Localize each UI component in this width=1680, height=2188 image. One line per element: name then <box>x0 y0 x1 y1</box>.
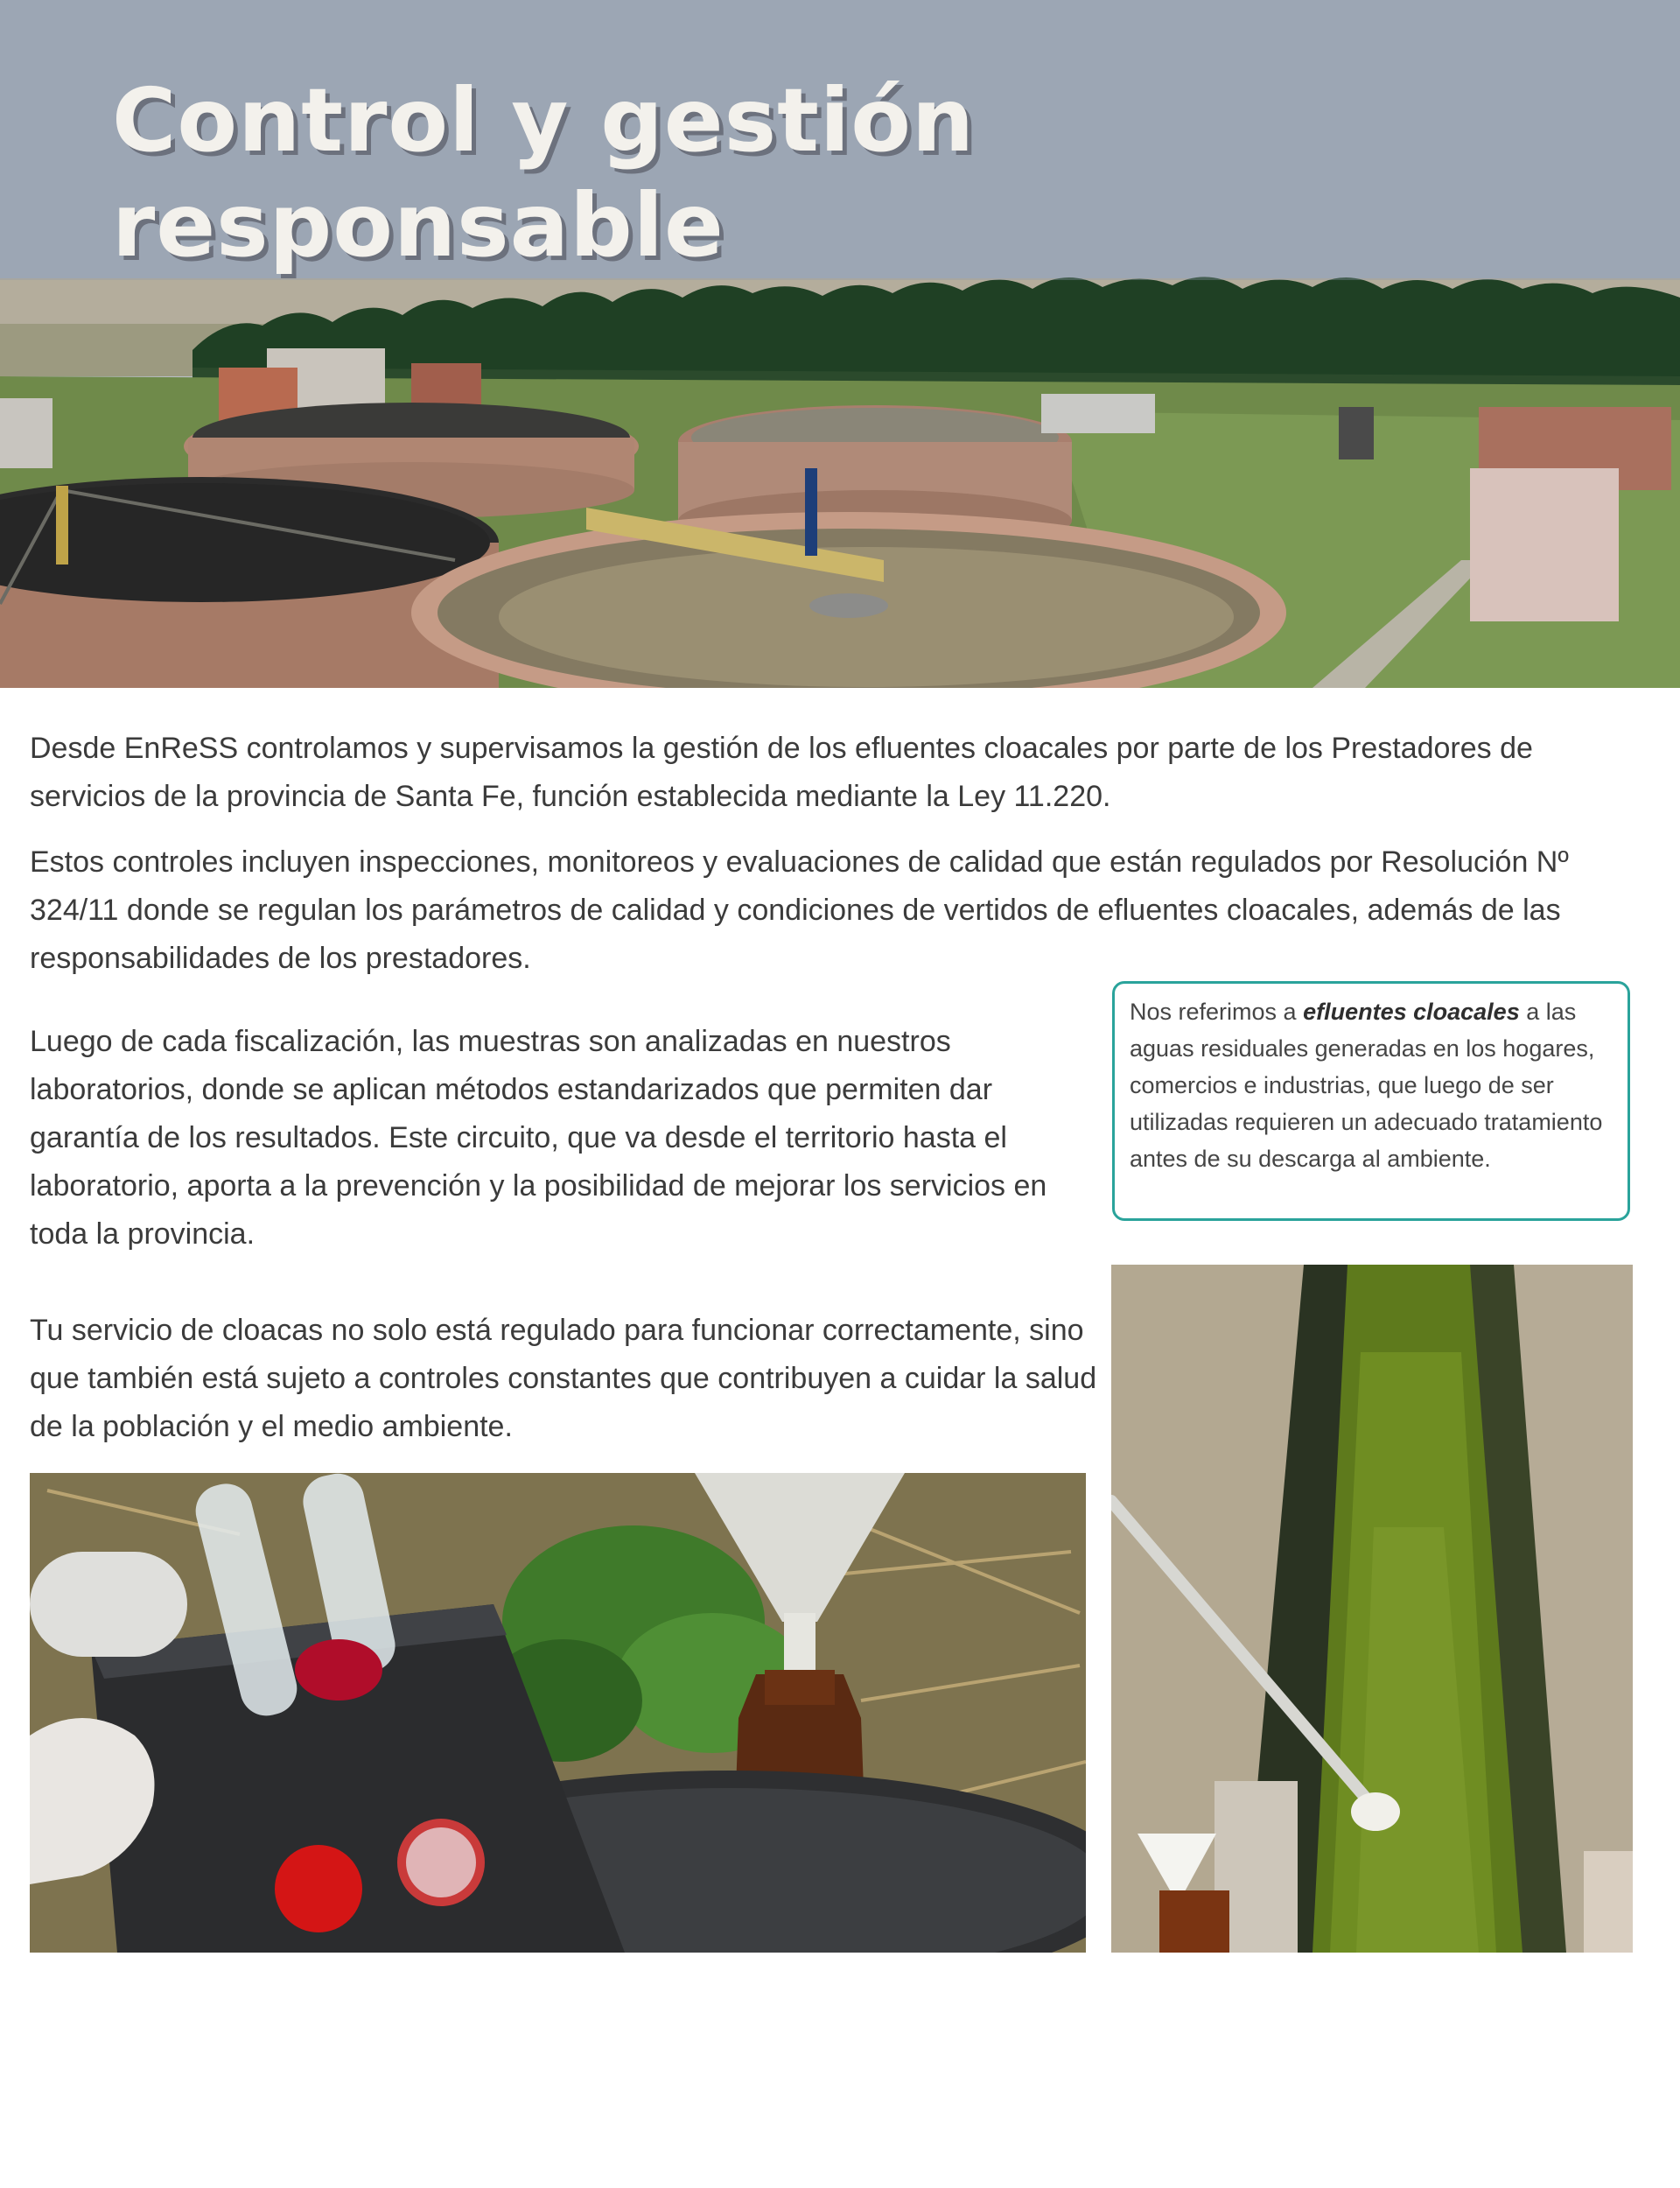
callout-lead: Nos referimos a <box>1130 999 1297 1025</box>
hero-banner <box>0 0 1680 688</box>
page-title-line-2: responsable <box>112 174 724 277</box>
service-paragraph: Tu servicio de cloacas no solo está regulado para funcionar correctamente, sino que también está sujeto a controles constantes que contribuyen a cuidar la salud de la población y el medio ambiente. <box>30 1314 1097 1443</box>
intro-paragraph: Desde EnReSS controlamos y supervisamos la gestión de los efluentes cloacales por parte de los Prestadores de servicios de la provincia de Santa Fe, función establecida mediante la Ley 11.220. <box>30 732 1533 813</box>
channel-sampling-photo <box>1111 1265 1633 1953</box>
laboratory-paragraph: Luego de cada fiscalización, las muestras son analizadas en nuestros laboratorios, donde se aplican métodos estandarizados que permiten dar garantía de los resultados. Este circuito, que va desde el territorio hasta el laboratorio, aporta a la prevención y la posibilidad de mejorar los servicios en toda la provincia. <box>30 1025 1047 1251</box>
definition-callout <box>1112 981 1630 1221</box>
page-title-line-1: Control y gestión <box>112 69 976 172</box>
sample-testing-photo <box>30 1473 1086 1953</box>
callout-rest: a las aguas residuales generadas en los hogares, comercios e industrias, que luego de ser utilizadas requieren un adecuado tratamiento antes de su descarga al ambiente. <box>1130 999 1603 1172</box>
callout-term: efluentes cloacales <box>1303 999 1520 1025</box>
controls-paragraph: Estos controles incluyen inspecciones, monitoreos y evaluaciones de calidad que están regulados por Resolución Nº 324/11 donde se regulan los parámetros de calidad y condiciones de vertidos de efluentes cloacales, además de las responsabilidades de los prestadores. <box>30 845 1569 975</box>
page-title <box>112 68 975 278</box>
